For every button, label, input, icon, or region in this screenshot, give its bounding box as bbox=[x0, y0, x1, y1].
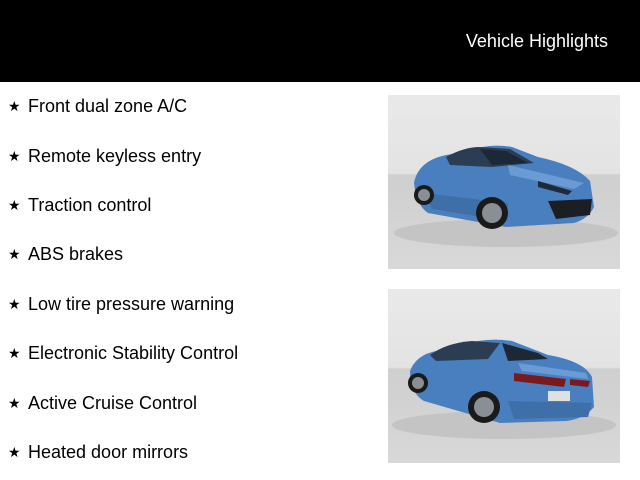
star-icon: ★ bbox=[8, 98, 21, 114]
star-icon: ★ bbox=[8, 296, 21, 312]
feature-label: Active Cruise Control bbox=[28, 392, 198, 413]
feature-label: Electronic Stability Control bbox=[28, 342, 239, 363]
feature-label: Front dual zone A/C bbox=[28, 95, 188, 116]
page-title: Vehicle Highlights bbox=[465, 31, 608, 51]
list-item bbox=[8, 341, 238, 365]
car-photo-front bbox=[388, 95, 620, 269]
star-icon: ★ bbox=[8, 148, 21, 164]
list-item bbox=[8, 242, 123, 266]
feature-label: Low tire pressure warning bbox=[28, 293, 235, 314]
star-icon: ★ bbox=[8, 246, 21, 262]
car-photo-rear bbox=[388, 289, 620, 463]
feature-label: Traction control bbox=[28, 194, 152, 215]
feature-label: ABS brakes bbox=[28, 243, 124, 264]
star-icon: ★ bbox=[8, 197, 21, 213]
star-icon: ★ bbox=[8, 395, 21, 411]
list-item bbox=[8, 193, 151, 217]
header-bar bbox=[0, 0, 640, 82]
feature-label: Remote keyless entry bbox=[28, 145, 202, 166]
list-item bbox=[8, 292, 234, 316]
list-item bbox=[8, 94, 187, 118]
feature-label: Heated door mirrors bbox=[28, 441, 189, 462]
list-item bbox=[8, 440, 188, 464]
star-icon: ★ bbox=[8, 345, 21, 361]
list-item bbox=[8, 144, 201, 168]
star-icon: ★ bbox=[8, 444, 21, 460]
list-item bbox=[8, 391, 197, 415]
